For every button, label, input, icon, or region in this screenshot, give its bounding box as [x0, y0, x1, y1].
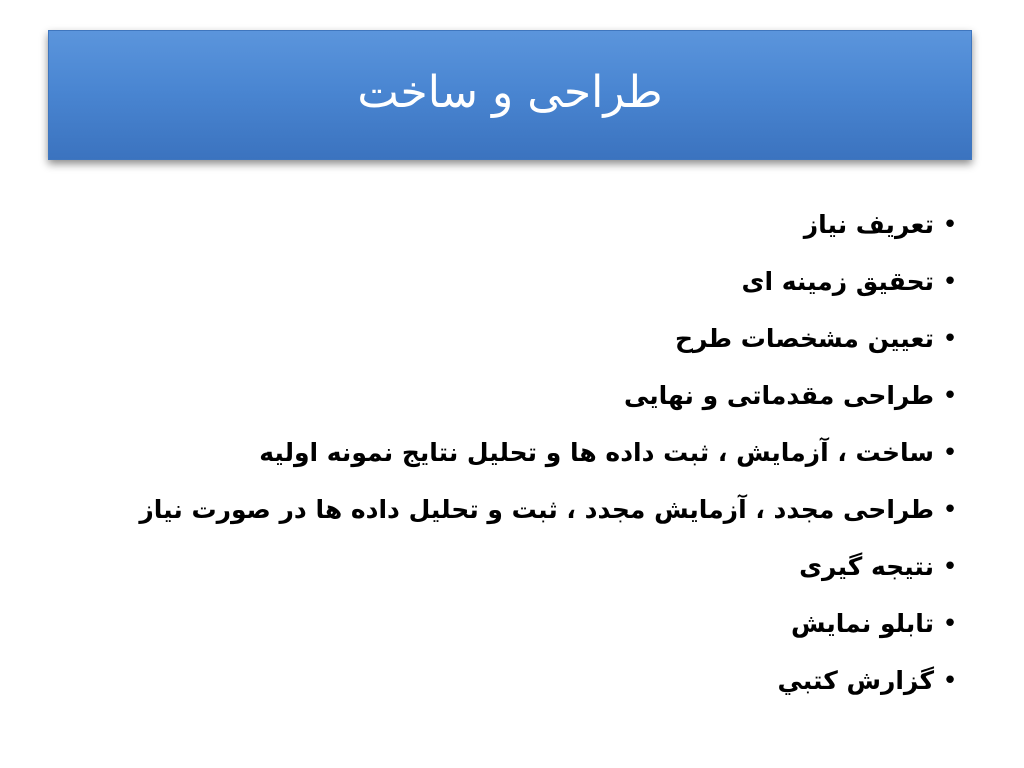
- bullet-text: تحقیق زمینه ای: [741, 267, 934, 296]
- bullet-text: گزارش كتبي: [777, 666, 934, 695]
- bullet-text: تابلو نمایش: [790, 609, 934, 638]
- list-item: [139, 481, 966, 538]
- list-item: [139, 310, 966, 367]
- bullet-text: تعریف نیاز: [803, 210, 934, 239]
- bullet-icon: •: [942, 209, 958, 240]
- bullet-text: نتیجه گیری: [799, 552, 934, 581]
- bullet-icon: •: [942, 380, 958, 411]
- bullet-icon: •: [942, 551, 958, 582]
- bullet-icon: •: [942, 323, 958, 354]
- bullet-icon: •: [942, 494, 958, 525]
- list-item: [139, 196, 966, 253]
- bullet-icon: •: [942, 266, 958, 297]
- slide-title: طراحی و ساخت: [357, 66, 663, 118]
- bullet-text: طراحی مقدماتی و نهایی: [623, 381, 934, 410]
- list-item: [139, 652, 966, 709]
- list-item: [139, 253, 966, 310]
- list-item: [139, 595, 966, 652]
- bullet-text: ساخت ، آزمایش ، ثبت داده ها و تحلیل نتایج نمونه اولیه: [259, 438, 934, 467]
- bullet-text: طراحی مجدد ، آزمایش مجدد ، ثبت و تحلیل داده ها در صورت نیاز: [139, 495, 934, 524]
- bullet-text: تعیین مشخصات طرح: [674, 324, 934, 353]
- bullet-icon: •: [942, 437, 958, 468]
- list-item: [139, 538, 966, 595]
- bullet-icon: •: [942, 608, 958, 639]
- bullet-list: [139, 196, 966, 709]
- slide-title-bar: [48, 30, 972, 160]
- list-item: [139, 367, 966, 424]
- list-item: [139, 424, 966, 481]
- bullet-icon: •: [942, 665, 958, 696]
